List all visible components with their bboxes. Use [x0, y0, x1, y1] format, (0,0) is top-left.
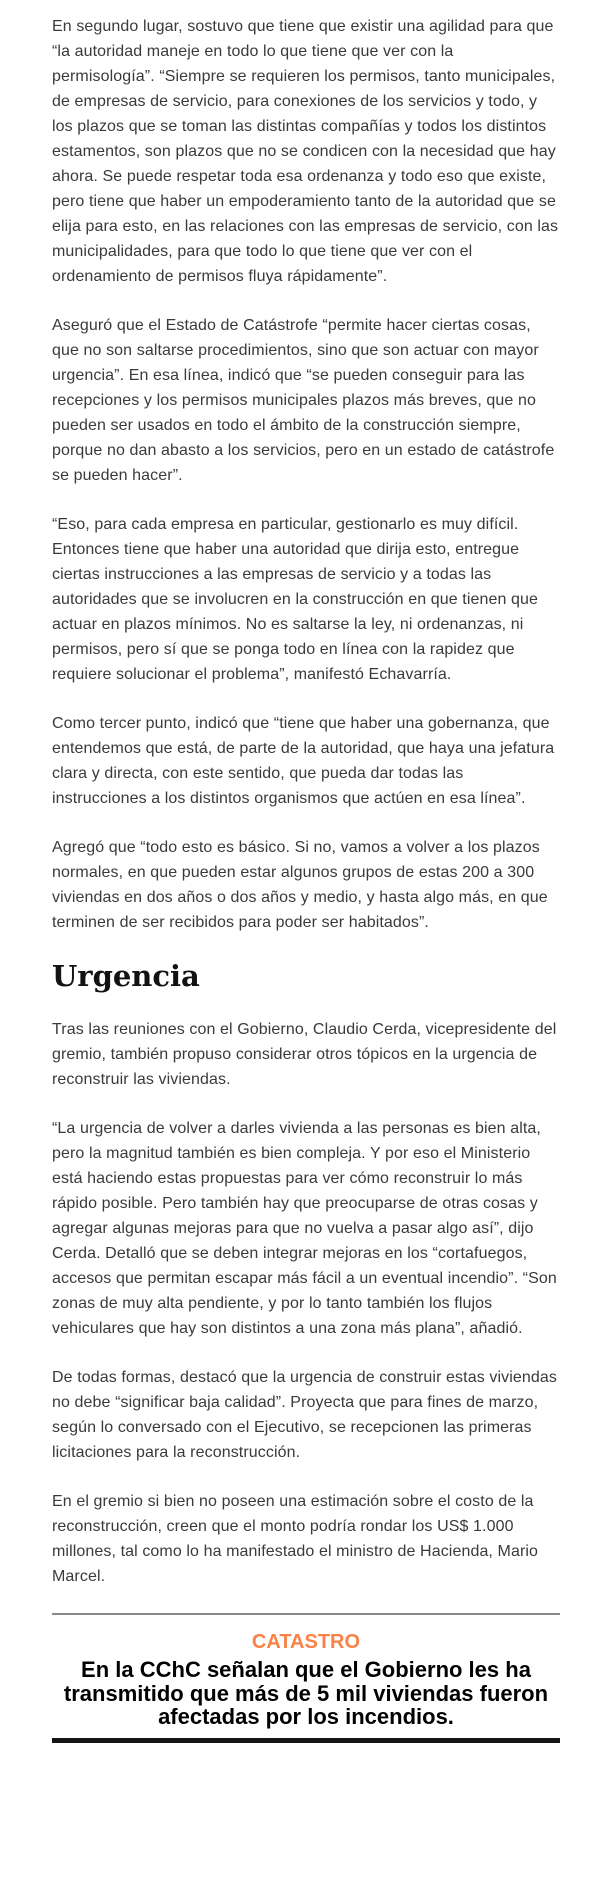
- paragraph: “Eso, para cada empresa en particular, gestionarlo es muy difícil. Entonces tiene que haber una autoridad que dirija esto, entregue ciertas instrucciones a las empresas de servicio y a todas las autoridades que se involucren en la construcción en que tienen que actuar en plazos mínimos. No es saltarse la ley, ni ordenanzas, ni permisos, pero sí que se ponga todo en línea con la rapidez que requiere solucionar el problema”, manifestó Echavarría.: [52, 516, 539, 683]
- footer-kicker: CATASTRO: [251, 1631, 361, 1653]
- footer-headline: En la CChC señalan que el Gobierno les ha transmitido que más de 5 mil viviendas fueron afectadas por los incendios.: [63, 1657, 549, 1729]
- paragraph: En el gremio si bien no poseen una estimación sobre el costo de la reconstrucción, creen que el monto podría rondar los US$ 1.000 millones, tal como lo ha manifestado el ministro de Hacienda, Mario Marcel.: [52, 1493, 539, 1585]
- paragraph: Agregó que “todo esto es básico. Si no, vamos a volver a los plazos normales, en que pueden estar algunos grupos de estas 200 a 300 viviendas en dos años o dos años y medio, y hasta algo más, en que terminen de ser recibidos para poder ser habitados”.: [52, 839, 548, 931]
- paragraph: Como tercer punto, indicó que “tiene que haber una gobernanza, que entendemos que está, de parte de la autoridad, que haya una jefatura clara y directa, con este sentido, que pueda dar todas las instrucciones a los distintos organismos que actúen en esa línea”.: [52, 715, 555, 807]
- paragraph: En segundo lugar, sostuvo que tiene que existir una agilidad para que “la autoridad maneje en todo lo que tiene que ver con la permisología”. “Siempre se requieren los permisos, tanto municipales, de empresas de servicio, para conexiones de los servicios y todo, y los plazos que se toman las distintas compañías y todos los distintos estamentos, son plazos que no se condicen con la necesidad que hay ahora. Se puede respetar toda esa ordenanza y todo eso que existe, pero tiene que haber un empoderamiento tanto de la autoridad que se elija para esto, en las relaciones con las empresas de servicio, con las municipalidades, para que todo lo que tiene que ver con el ordenamiento de permisos fluya rápidamente”.: [52, 18, 559, 285]
- paragraph: “La urgencia de volver a darles vivienda a las personas es bien alta, pero la magnitud también es bien compleja. Y por eso el Ministerio está haciendo estas propuestas para ver cómo reconstruir lo más rápido posible. Pero también hay que preocuparse de otras cosas y agregar algunas mejoras para que no vuelva a pasar algo así”, dijo Cerda. Detalló que se deben integrar mejoras en los “cortafuegos, accesos que permitan escapar más fácil a un eventual incendio”. “Son zonas de muy alta pendiente, y por lo tanto también los flujos vehiculares que hay son distintos a una zona más plana”, añadió.: [52, 1120, 557, 1337]
- footer-divider: [52, 1613, 560, 1615]
- paragraph: Aseguró que el Estado de Catástrofe “permite hacer ciertas cosas, que no son saltarse procedimientos, sino que son actuar con mayor urgencia”. En esa línea, indicó que “se pueden conseguir para las recepciones y los permisos municipales plazos más breves, que no pueden ser usados en todo el ámbito de la construcción siempre, porque no dan abasto a los servicios, pero en un estado de catástrofe se pueden hacer”.: [52, 317, 555, 484]
- section-heading: Urgencia: [52, 959, 200, 993]
- bottom-bar: [52, 1738, 560, 1743]
- article-body: [52, 14, 560, 1743]
- paragraph: De todas formas, destacó que la urgencia de construir estas viviendas no debe “significar baja calidad”. Proyecta que para fines de marzo, según lo conversado con el Ejecutivo, se recepcionen las primeras licitaciones para la reconstrucción.: [52, 1369, 557, 1461]
- paragraph: Tras las reuniones con el Gobierno, Claudio Cerda, vicepresidente del gremio, también propuso considerar otros tópicos en la urgencia de reconstruir las viviendas.: [52, 1021, 557, 1088]
